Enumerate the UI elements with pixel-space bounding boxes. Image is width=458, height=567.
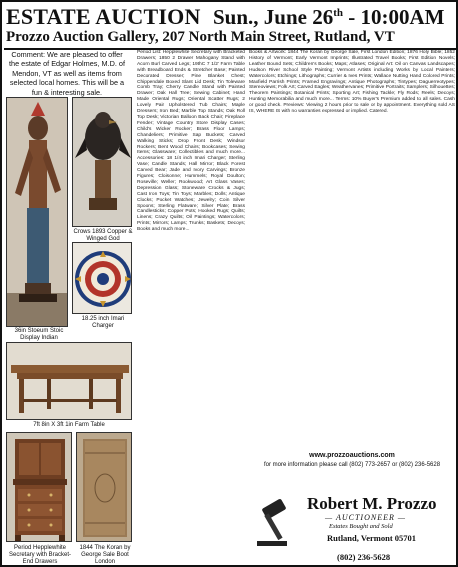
auctioneer-name: Robert M. Prozzo <box>307 494 437 513</box>
caption-table: 7ft 8in X 3ft 1in Farm Table <box>33 422 105 428</box>
column-middle: Period List: Hepplewhite Secretary with Bracketed Drawers; 1850 2 Drawer Mahogany Stand with Acorn Burl Carved Legs; 19thC 7 1/2' Farm Table with Breadboard Ends & Stretcher Base; Painted Decorated Dresser; Pine Blanket Chest; Chippendale Boxed Slant Lid Desk; Tin Toleware Comb Tray; Cherry Candle Stand with Painted Drawer; Oak Hall Tree; Sewing Cabinet; Hand Made Oriental Rugs; Oriental Scatter Rugs; 2 Lovely Pair Upholstered Tub Chairs; Maple Dressers; Iron Bed; Marble Top Stands; Oak Roll Top Desk; Victorian Balloon Back Chair; Fireplace Fender; Vintage Country Store Display Cases; Child's Wicker Rocker; Brass Floor Lamps; Chandeliers; Primitive Sap Buckets; Carved Walking Sticks; Drop Front Desk; Windsor Rockers; Bent Wood Chairs; Bookcases; Sewing Items; Glassware; Collectibles and much more... Accessories: 18 1/4 inch Imari Charger; Sterling Vase; Candle Stands; Hall Mirror; Black Forest Carved Bear; Jade and Ivory Carvings; Bronze Figures; Cloisonne; Hummels; Royal Doulton; Roseville; Weller; Rookwood; Art Glass Vases; Depression Glass; Stoneware Crocks & Jugs; Cast Iron Toys; Tin Toys; Marbles; Dolls; Antique Clocks; Pocket Watches; Jewelry; Coin Silver Spoons; Sterling Flatware; Silver Plate; Brass Candlesticks; Copper Pots; Hooked Rugs; Quilts; Linens; Crazy Quilts; Oil Paintings; Watercolors; Prints; Mirrors; Lamps; Trunks; Baskets; Decoys; Books and much more... <box>137 50 245 233</box>
koran-photo <box>76 432 132 542</box>
column-right: Books & Artwork: 1844 The Koran by George Sale, First London Edition; 1876 Holy Bible; 1852 History of Vermont; Early Vermont Imprints; Illustrated Travel Books; First Edition Novels; Leather Bound Sets; Children's Books; Maps; Atlases; Original Art: Oil on Canvas Landscapes; Hudson River School Style Painting; Vermont Artists including Works by Local Painters; Watercolors; Etchings; Lithographs; Currier & Ives Prints; Wallace Nutting Hand Colored Prints; Maxfield Parrish Prints; Framed Engravings; Antique Photographs; Tintypes; Daguerreotypes; Stereoviews; Folk Art; Carved Eagles; Weathervanes; Primitive Portraits; Samplers; Silhouettes; Theorem Paintings; Botanical Prints; Sporting Art; Fishing Tackle; Fly Rods; Reels; Decoys; Hunting Memorabilia and much more... Terms: 10% Buyer's Premium added to all sales. Cash or good check. Previews: Viewing 2 hours prior to sale or by appointment. Everything sold AS IS, WHERE IS with no warranties expressed or implied. Catered. <box>249 50 455 115</box>
auctioneer-tagline: Estates Bought and Sold <box>329 523 393 530</box>
headline <box>6 4 456 30</box>
gavel-icon <box>249 495 303 554</box>
gallery-address: Prozzo Auction Gallery, 207 North Main Street, Rutland, VT <box>6 29 395 45</box>
indian-figure-photo <box>6 97 68 327</box>
caption-charger: 18.25 inch Imari Charger <box>81 316 125 329</box>
website-link[interactable]: www.prozzoauctions.com <box>309 452 395 459</box>
caption-figure: 36in Stoeum Stoic Display Indian <box>14 328 64 341</box>
caption-secretary: Period Hepplewhite Secretary with Bracket-End Drawers <box>8 545 72 565</box>
crows-photo <box>72 97 132 227</box>
auctioneer-logo <box>245 493 457 565</box>
date-prefix: Sun., June 26 <box>213 5 334 29</box>
caption-crows: Crows 1893 Copper & Winged God <box>73 229 133 242</box>
auctioneer-address: Rutland, Vermont 05701 <box>327 533 417 543</box>
more-info: for more information please call (802) 773-2657 or (802) 236-5628 <box>263 462 441 468</box>
auctioneer-phone: (802) 236-5628 <box>337 552 391 562</box>
secretary-photo <box>6 432 72 542</box>
farm-table-photo <box>6 342 132 420</box>
auctioneer-title: — AUCTIONEER — <box>325 513 406 522</box>
comment-text: Comment: We are pleased to offer the estate of Edgar Holmes, M.D. of Mendon, VT as well as items from selected local homes. This will be a fun & interesting sale. <box>9 50 125 97</box>
date-time: - 10:00AM <box>343 5 445 29</box>
headline-title: ESTATE AUCTION <box>6 4 201 29</box>
charger-photo <box>72 242 132 314</box>
headline-date <box>213 5 444 29</box>
date-suffix: th <box>333 7 343 19</box>
caption-koran: 1844 The Koran by George Sale Boot London <box>79 545 131 565</box>
